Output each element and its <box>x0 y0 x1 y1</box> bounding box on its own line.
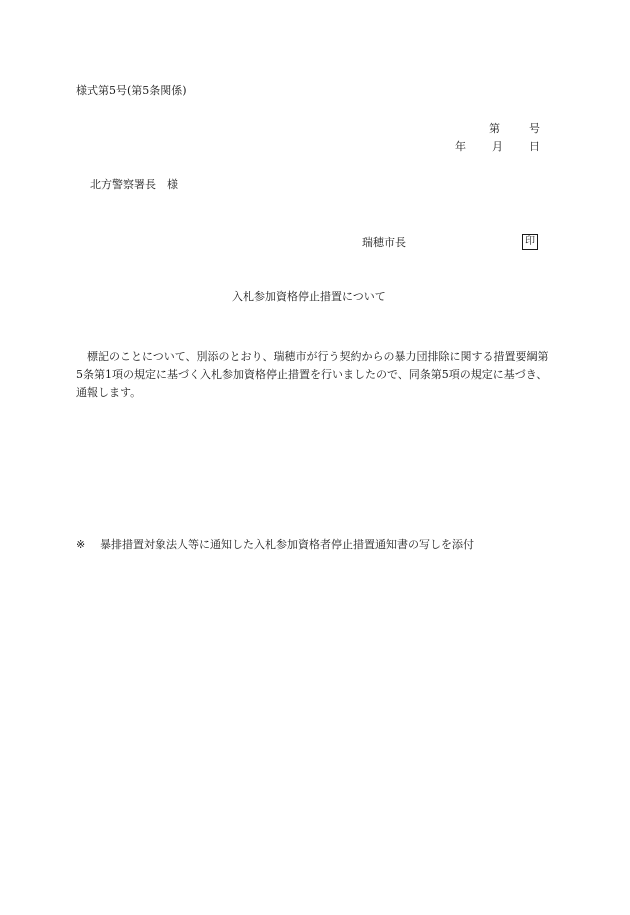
addressee: 北方警察署長 様 <box>90 178 178 191</box>
date-year-label: 年 <box>455 140 466 153</box>
date-month-label: 月 <box>492 140 503 153</box>
sender-block <box>362 234 542 252</box>
document-title: 入札参加資格停止措置について <box>232 290 386 303</box>
document-number-prefix: 第 <box>489 122 500 135</box>
sender-name: 瑞穂市長 <box>362 236 406 249</box>
date-day-label: 日 <box>529 140 540 153</box>
form-number-label: 様式第5号(第5条関係) <box>76 84 187 97</box>
document-number-suffix: 号 <box>529 122 540 135</box>
attachment-note-text: 暴排措置対象法人等に通知した入札参加資格者停止措置通知書の写しを添付 <box>100 538 474 551</box>
reference-mark-icon: ※ <box>76 538 86 551</box>
seal-icon: 印 <box>522 234 538 250</box>
body-paragraph: 標記のことについて、別添のとおり、瑞穂市が行う契約からの暴力団排除に関する措置要綱第5条第1項の規定に基づく入札参加資格停止措置を行いましたので、同条第5項の規定に基づき、通報します。 <box>76 350 549 399</box>
